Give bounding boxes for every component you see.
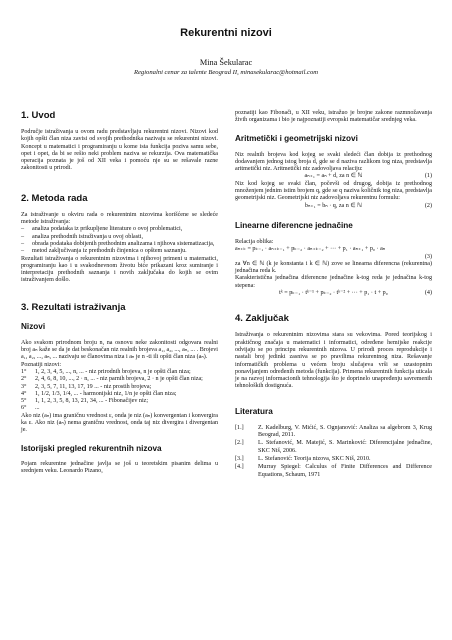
subheading-aritmeticki: Aritmetički i geometrijski nizovi bbox=[235, 133, 358, 143]
subheading-nizovi: Nizovi bbox=[21, 321, 46, 331]
equation-number: (2) bbox=[424, 202, 432, 209]
reference-item: [3.] L. Stefanović: Teorija nizova, SKC Niš, 2010. bbox=[235, 455, 371, 462]
metoda-list-item: – metod zaključivanja iz prethodnih činjenica o opštem saznanju. bbox=[21, 248, 187, 255]
zakljucak-paragraph: Istraživanja o rekurentnim nizovima stara su vekovima. Pored teorijskog i praktičnog značaja u matematici i informatici, određene hemijske reakcije odvijaju se po principu rekurentnih nizova. U prirodi proces reprodukcije i nastali broj jedinki zasniva se po pravilima rekurentnog niza. Rešavanje informatičkih problema u većem broju slučajeva vrši se uzastopnim ponavljanjem određenih metoda (funkcija). Primena rekurentnih funkcija uticala je na razvoj informacionih tehnologija što je doprinelo unapređenju savremenih tehnoloških dostignuća. bbox=[235, 332, 432, 390]
karakteristicna-paragraph: Karakteristična jednačina diferencne jednačine k-tog reda je jednačina k-tog stepena: bbox=[235, 275, 432, 289]
metoda-intro: Za istraživanje u okviru rada o rekurentnim nizovima korišćene se sledeće metode istraživanja: bbox=[21, 211, 218, 226]
metoda-list-item: – obrada podataka dobijenih prethodnim analizama i njihova sistematizacija, bbox=[21, 240, 215, 247]
equation-number: (1) bbox=[424, 173, 432, 180]
equation-3: aₙ₊ₖ = pₖ₋₁ · aₙ₊ₖ₋₁ + pₖ₋₂ · aₙ₊ₖ₋₂ + ··· + p₁ · aₙ₊₁ + p₀ · aₙ bbox=[235, 246, 386, 253]
equation-number: (4) bbox=[424, 290, 432, 297]
reference-item: [2.] L. Stefanović, M. Matejić, S. Marinković: Diferencijalne jednačine, SKC Niš, 2006. bbox=[235, 440, 432, 454]
example-item: 4° 1, 1/2, 1/3, 1/4, ... - harmonijski niz, 1/n je opšti član niza; bbox=[21, 390, 177, 397]
metoda-list-item: – analiza prethodnih istraživanja u ovoj oblasti, bbox=[21, 233, 144, 240]
equation-1: aₙ₊₁ = aₙ + d, za n ∈ ℕ (1) bbox=[304, 173, 432, 180]
left-column bbox=[21, 110, 218, 475]
relacija-paragraph: za ∀n ∈ ℕ (k je konstanta i k ∈ ℕ) zove se linearna diferencna (rekurentna) jednačina reda k. bbox=[235, 260, 432, 275]
subheading-linearne: Linearne diferencne jednačine bbox=[235, 220, 353, 230]
aritmeticki-paragraph: Niz realnih brojeva kod kojeg se svaki sledeći član dobija iz prethodnog dodavanjem jednog istog broja d, gde se d naziva razlikom tog niza, predstavlja aritmetički niz. Aritmetički niz zadovoljava relaciju: bbox=[235, 151, 432, 173]
example-item: 3° 2, 3, 5, 7, 11, 13, 17, 19 ... - niz prostih brojeva; bbox=[21, 383, 152, 390]
nizovi-paragraph: Ako svakom prirodnom broju n, na osnovu neke zakonitosti odgovara realni broj aₙ kaže se da je dat beskonačan niz realnih brojeva a₁, a₂, ..., aₙ, ... . Brojevi a₁, a₂, ..., aₙ, ... nazivaju se članovima niza i aₙ je n -ti ili opšti član niza (aₙ). bbox=[21, 339, 218, 361]
author-affiliation: Regionalni cenar za talente Beograd II, minasekularac@hotmail.com bbox=[133, 69, 319, 76]
subheading-literatura: Literatura bbox=[235, 406, 273, 416]
example-item: 1° 1, 2, 3, 4, 5, ..., n, ... - niz prirodnih brojeva, n je opšti član niza; bbox=[21, 368, 191, 375]
metoda-list-item: – analiza podataka iz prikupljene literature o ovoj problematici, bbox=[21, 226, 183, 233]
metoda-outro: Rezultati istraživanja o rekurentnim nizovima i njihovoj primeni u matematici, programiranju kao i u svakodnevnom životu biće prikazani kroz sumiranje i interpretaciju prethodnih saznanja i novih zaključaka do kojih se ovim istraživanjem došlo. bbox=[21, 255, 218, 284]
reference-item: [1.] Z. Kadelburg, V. Mićić, S. Ognjanović: Analiza sa algebrom 3, Krug Beograd, 2011. bbox=[235, 424, 432, 439]
relacija-label: Relacija oblika: bbox=[235, 238, 274, 245]
right-column bbox=[235, 110, 432, 480]
section-heading-uvod: 1. Uvod bbox=[21, 110, 56, 121]
author-name: Mina Šekularac bbox=[199, 58, 253, 67]
reference-item: [4.] Murray Spiegel: Calculus of Finite Differences and Difference Equations, Schaum, 1971 bbox=[235, 464, 432, 478]
section-heading-metoda: 2. Metoda rada bbox=[21, 192, 88, 204]
convergence-paragraph: Ako niz (aₙ) ima graničnu vrednost ε, onda je niz (aₙ) konvergentan i konvergira ka ε. Ako niz (aₙ) nema graničnu vrednost, onda taj niz divergira i divergentan je. bbox=[21, 412, 218, 434]
section-heading-rezultati: 3. Rezultati istraživanja bbox=[21, 301, 126, 313]
examples-intro: Poznatiji nizovi: bbox=[21, 361, 62, 368]
geometrijski-paragraph: Niz kod kojeg se svaki član, počevši od drugog, dobija iz prethodnog množenjem jednim istim brojem q, gde se q naziva količnik tog niza, predstavlja geometrijski niz. Geometrijski niz zadovoljava rekurentnu formulu: bbox=[235, 180, 432, 202]
istorijski-paragraph: Pojam rekurentne jednačine javlja se još u teoretskim pisanim delima u srednjem veku. Leonardo Pizano, bbox=[21, 460, 218, 474]
equation-4: tᵏ = pₖ₋₁ · tᵏ⁻¹ + pₖ₋₂ · tᵏ⁻² + ··· + p₁ · t + p₀ (4) bbox=[279, 290, 432, 297]
example-item: 5° 1, 1, 2, 3, 5, 8, 13, 21, 34, ... - Fibonačijev niz; bbox=[21, 398, 149, 405]
equation-2: bₙ₊₁ = bₙ · q, za n ∈ ℕ (2) bbox=[304, 202, 432, 209]
paper-title: Rekurentni nizovi bbox=[180, 27, 272, 39]
fibonacci-paragraph: poznatiji kao Fibonači, u XII veku, istražuo je brojne zakone razmnožavanja živih organizama i bio je najpoznatiji evropski matematičar srednjeg veka. bbox=[235, 110, 432, 124]
example-item: 6° ... bbox=[21, 405, 40, 412]
subheading-istorijski: Istorijski pregled rekurentnih nizova bbox=[21, 443, 162, 453]
equation-number: (3) bbox=[424, 253, 432, 260]
example-item: 2° 2, 4, 6, 8, 10, ..., 2 · n, ... - niz parnih brojeva, 2 · n je opšti član niza; bbox=[21, 376, 203, 383]
uvod-paragraph: Područje istraživanja u ovom radu predstavljaju rekurentni nizovi. Nizovi kod kojih opšti član niza zavisi od svojih prethodnika nazivaju se rekurentni nizovi. Koncept u matematici i programiranju u kome ista funkcija poziva samu sebe, opet i opet, da bi se rešio neki problem naziva se rekurzija. Ova matematička operacija poznata je još od XII veka i pomoću nje su se rešavale razne zakonitosti u prirodi. bbox=[21, 129, 218, 172]
section-heading-zakljucak: 4. Zaključak bbox=[235, 313, 289, 325]
